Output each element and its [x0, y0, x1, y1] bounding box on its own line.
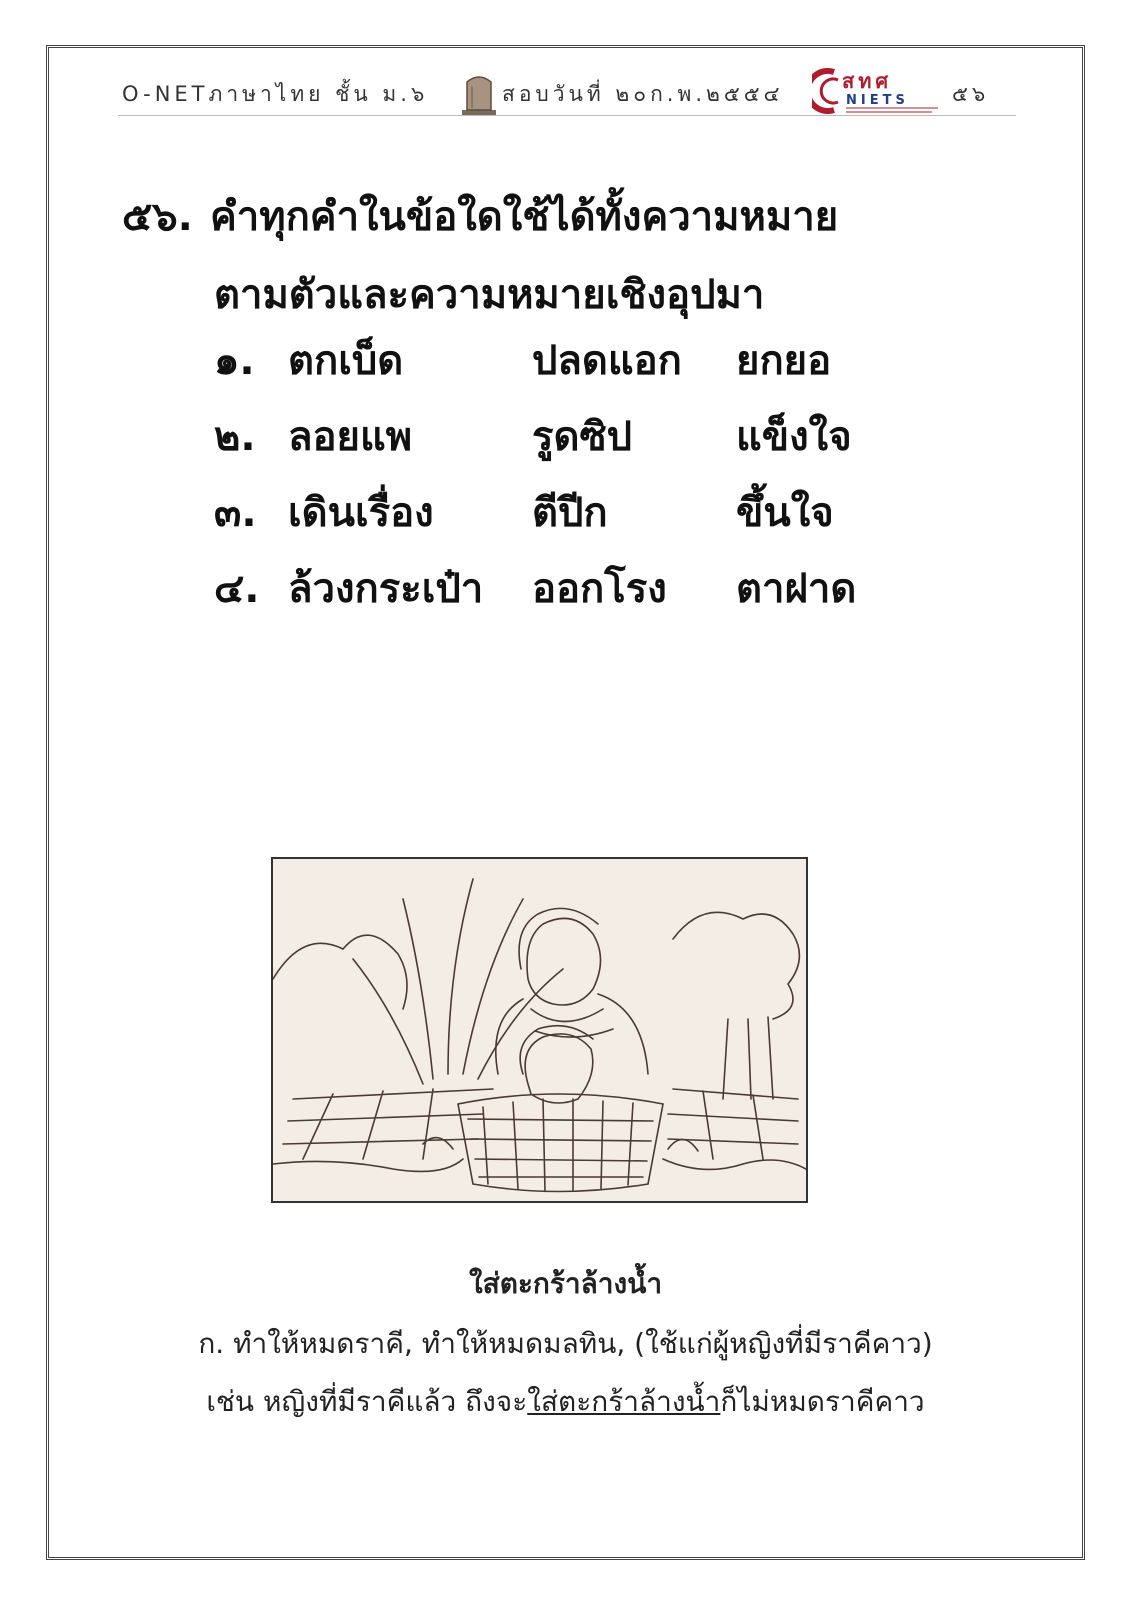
header-page-number: ๕๖	[952, 82, 990, 106]
question-line-2: ตามตัวและความหมายเชิงอุปมา	[214, 272, 765, 318]
idiom-example	[0, 1380, 1131, 1424]
choice-word: ขึ้นใจ	[736, 490, 834, 536]
choice-word: ลอยแพ	[288, 414, 413, 460]
choice-number: ๔.	[214, 566, 260, 612]
basket-washing-illustration	[271, 857, 808, 1203]
example-before: เช่น หญิงที่มีราคีแล้ว ถึงจะ	[206, 1385, 528, 1418]
choice-word: ยกยอ	[736, 338, 832, 384]
choice-word: ตกเบ็ด	[288, 338, 404, 384]
illustration-drawing	[273, 859, 806, 1201]
choice-word: ออกโรง	[532, 566, 667, 612]
header-subject: O-NETภาษาไทย ชั้น ม.๖	[122, 82, 429, 106]
idiom-definition: ก. ทำให้หมดราคี, ทำให้หมดมลทิน, (ใช้แก่ผู้หญิงที่มีราคีคาว)	[198, 1327, 933, 1360]
header-exam-date: สอบวันที่ ๒๐ก.พ.๒๕๕๔	[502, 82, 784, 106]
choice-word: ตาฝาด	[736, 566, 857, 612]
example-underlined: ใส่ตะกร้าล้างน้ำ	[527, 1385, 721, 1418]
logo-thai-text: สทศ	[842, 69, 893, 93]
question-stem	[122, 178, 838, 334]
question-number: ๕๖.	[122, 194, 193, 240]
choice-word: ปลดแอก	[532, 338, 682, 384]
header-divider	[118, 115, 1016, 116]
example-after: ก็ไม่หมดราคีคาว	[720, 1385, 925, 1418]
choice-word: รูดซิป	[532, 414, 632, 460]
choice-word: แข็งใจ	[736, 414, 852, 460]
logo-en-text: NIETS	[846, 93, 909, 108]
choice-word: ตีปีก	[532, 490, 608, 536]
idiom-title: ใส่ตะกร้าล้างน้ำ	[468, 1267, 663, 1300]
question-line-1: คำทุกคำในข้อใดใช้ได้ทั้งความหมาย	[210, 194, 839, 240]
choice-word: เดินเรื่อง	[288, 490, 434, 536]
choice-number: ๒.	[214, 414, 256, 460]
choice-number: ๓.	[214, 490, 257, 536]
choice-number: ๑.	[214, 338, 255, 384]
choice-word: ล้วงกระเป๋า	[288, 566, 484, 612]
niets-logo	[812, 66, 942, 116]
milestone-icon	[462, 72, 496, 116]
page-header	[122, 69, 1002, 116]
